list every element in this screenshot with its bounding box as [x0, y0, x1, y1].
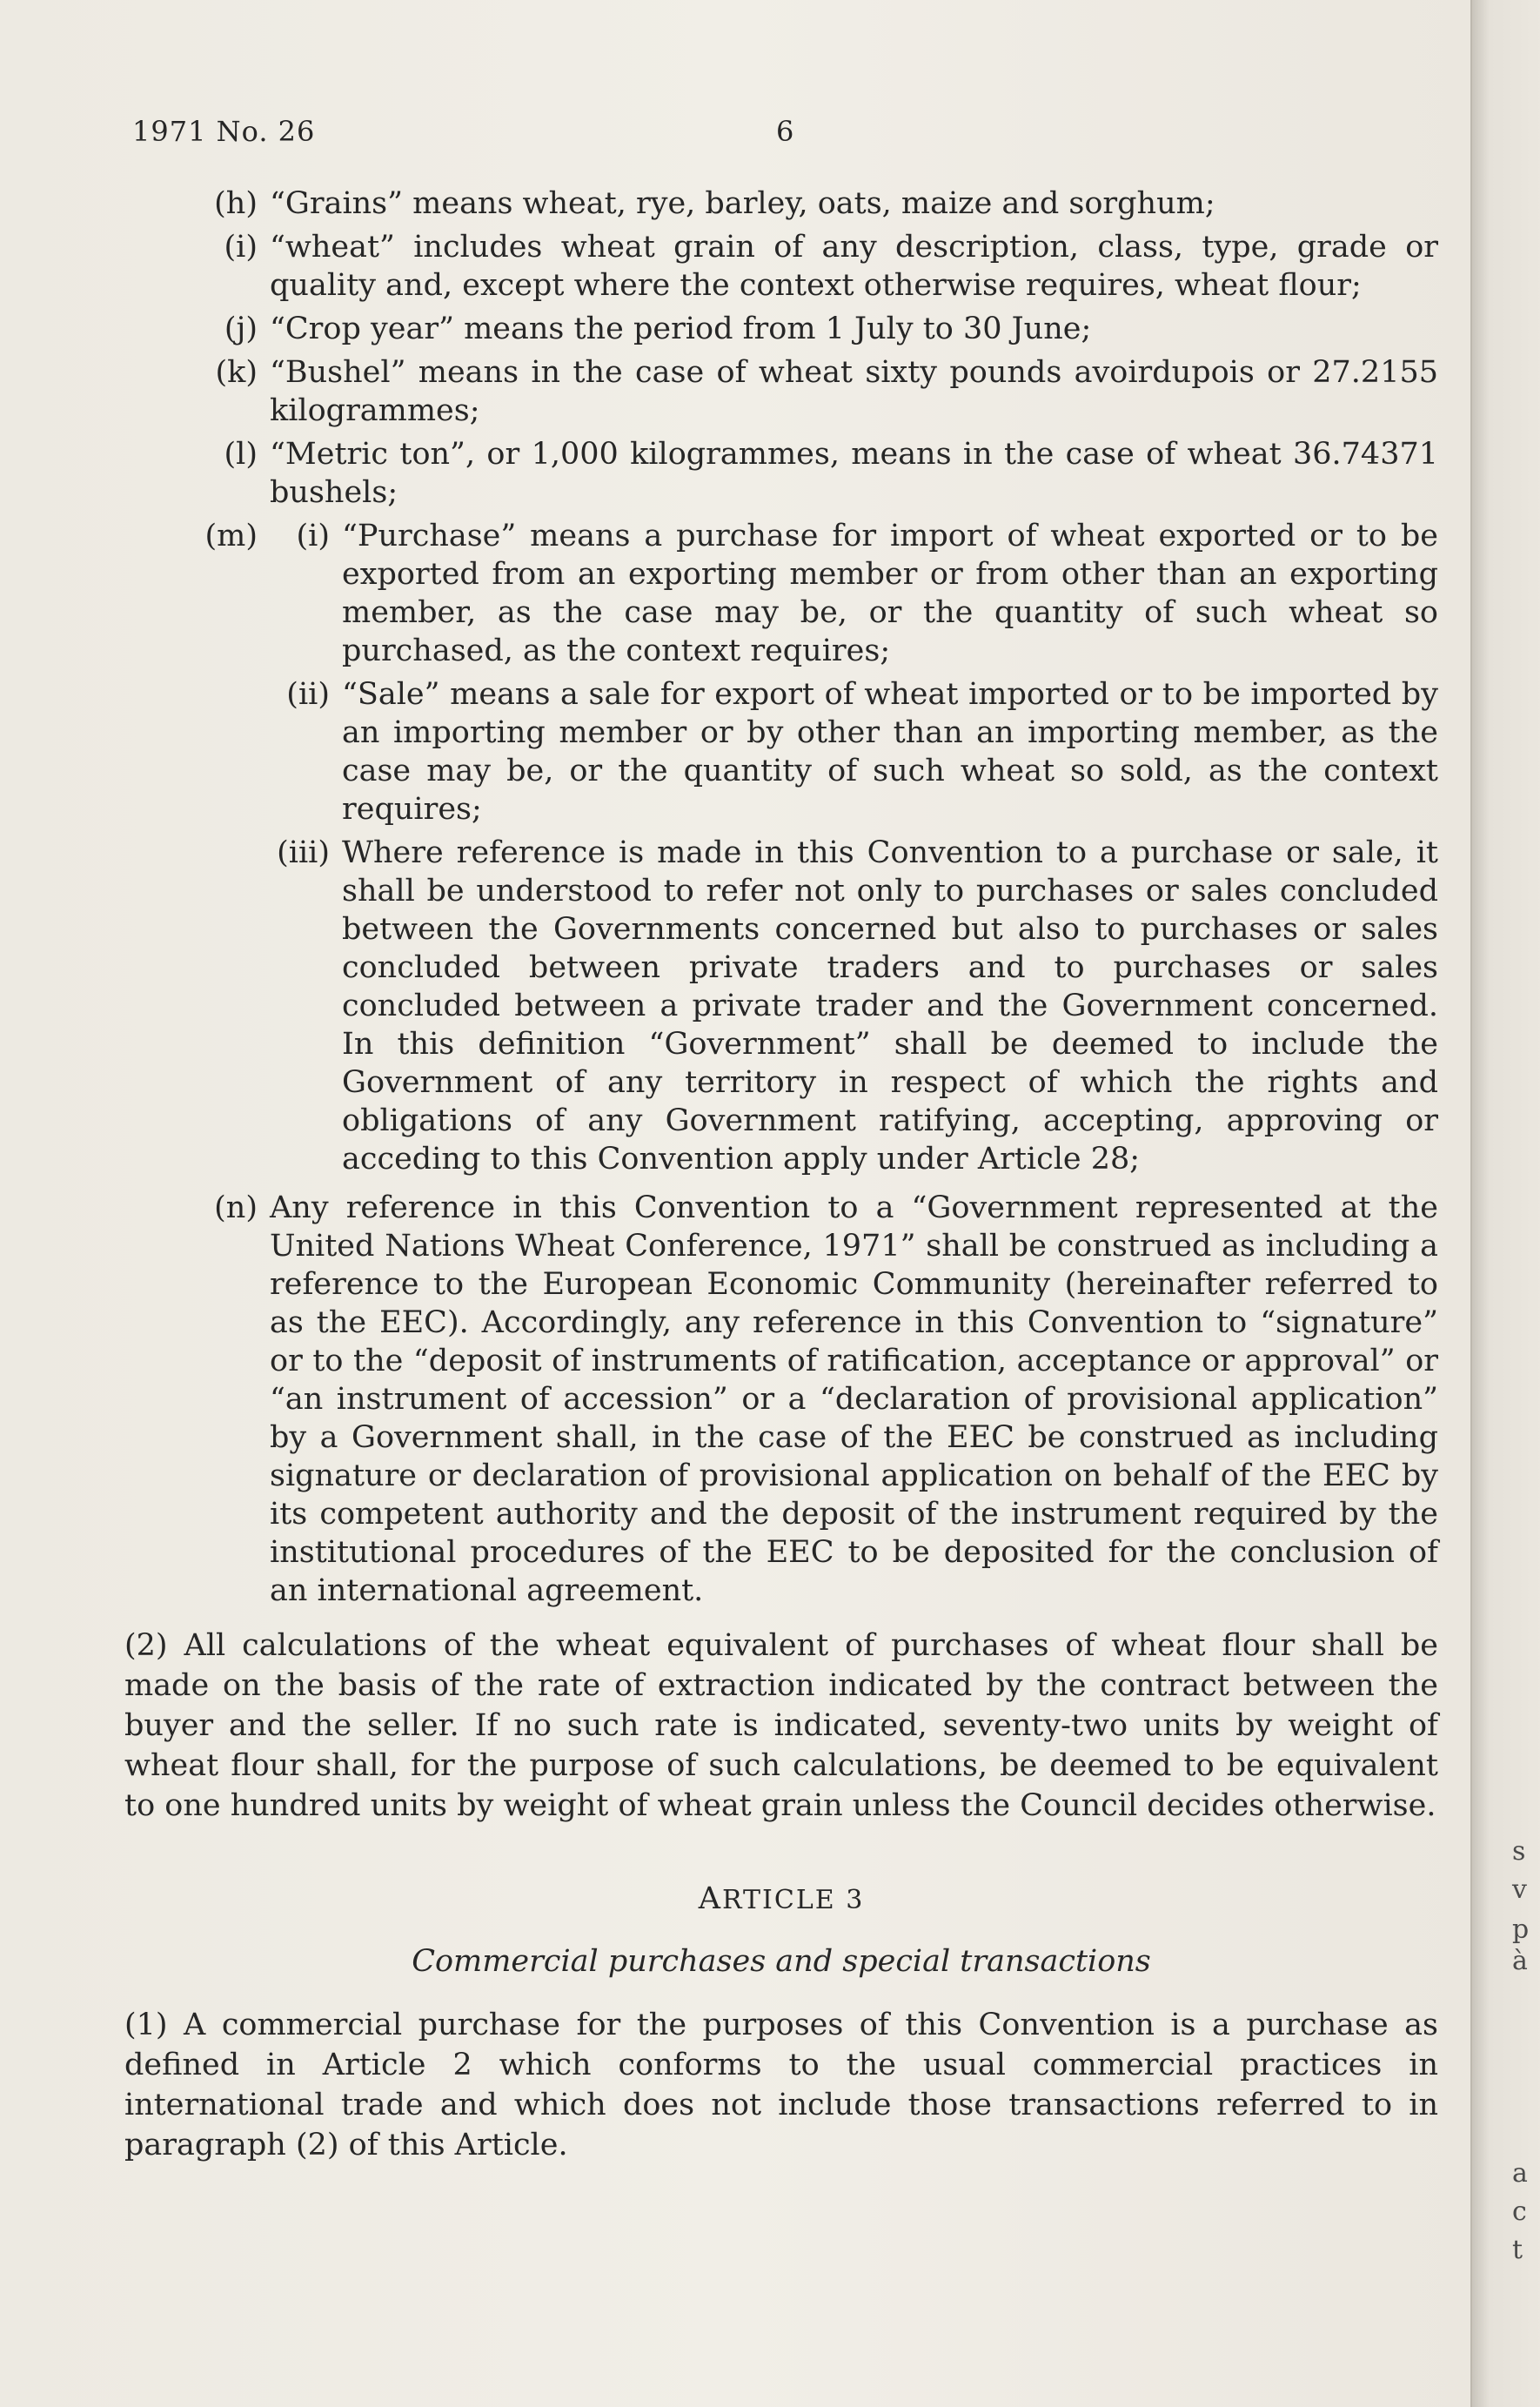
sub-definition-text: Where reference is made in this Convention to a purchase or sale, it shall be understood to refer not only to purchases or sales concluded between the Governments concerned but also to purchases or sales concluded between private traders and to purchases or sales concluded between a private trader and the Government concerned. In this definition “Government” shall be deemed to include the Government of any territory in respect of which the rights and obligations of any Government ratifying, accepting, approving or acceding to this Convention apply under Article 28; [342, 835, 1438, 1177]
adjacent-page-letter: à [1512, 1946, 1528, 1976]
adjacent-page-letter: s [1512, 1836, 1526, 1867]
definition-l [124, 435, 1438, 512]
adjacent-page-letter: a [1512, 2158, 1528, 2189]
document-body [124, 184, 1438, 2165]
article-heading-rest: RTICLE 3 [721, 1885, 865, 1915]
paragraph-2: (2) All calculations of the wheat equivalent of purchases of wheat flour shall be made on the basis of the rate of extraction indicated by the contract between the buyer and the seller. If no such rate is indicated, seventy-two units by weight of wheat flour shall, for the purpose of such calculations, be deemed to be equivalent to one hundred units by weight of wheat grain unless the Council decides otherwise. [124, 1628, 1438, 1823]
adjacent-page-letter: c [1512, 2196, 1527, 2227]
sub-definition-text: “Purchase” means a purchase for import of wheat exported or to be exported from an exporting member or from other than an exporting member, as the case may be, or the quantity of such wheat so purchased, as the context requires; [342, 519, 1438, 668]
article-heading-cap: A [698, 1881, 722, 1916]
definition-i [124, 228, 1438, 305]
sub-definition-label: (i) [296, 519, 330, 553]
definition-text: “Grains” means wheat, rye, barley, oats, maize and sorghum; [270, 186, 1215, 221]
document-header: 1971 No. 26 [132, 115, 316, 148]
definition-m-i [270, 517, 1438, 670]
definition-text: “Bushel” means in the case of wheat sixty pounds avoirdupois or 27.2155 kilogrammes; [270, 355, 1438, 428]
definition-h [124, 184, 1438, 223]
definition-label: (l) [224, 437, 258, 472]
adjacent-page-letter: v [1512, 1874, 1527, 1905]
adjacent-page-letter: t [1512, 2235, 1523, 2265]
article-heading [124, 1880, 1438, 1920]
sub-definition-label: (ii) [286, 677, 330, 712]
definition-text: “Crop year” means the period from 1 July to 30 June; [270, 312, 1092, 346]
sub-definition-text: “Sale” means a sale for export of wheat imported or to be imported by an importing member or by other than an importing member, as the case may be, or the quantity of such wheat so sold, as the context requires; [342, 677, 1438, 827]
definition-n [124, 1189, 1438, 1610]
page-number: 6 [776, 115, 794, 148]
article-paragraph-1: (1) A commercial purchase for the purposes of this Convention is a purchase as defined in Article 2 which conforms to the usual commercial practices in international trade and which does not include those transactions referred to in paragraph (2) of this Article. [124, 2008, 1438, 2162]
definition-m-ii [270, 675, 1438, 828]
definition-label: (h) [214, 186, 258, 221]
adjacent-page-edge [1470, 0, 1540, 2407]
definition-label: (j) [224, 312, 258, 346]
adjacent-page-letter: p [1512, 1914, 1530, 1945]
article-subtitle: Commercial purchases and special transactions [412, 1944, 1151, 1979]
definition-label: (n) [214, 1190, 258, 1225]
definition-label: (k) [215, 355, 258, 390]
definition-text: “wheat” includes wheat grain of any description, class, type, grade or quality and, except where the context otherwise requires, wheat flour; [270, 230, 1438, 303]
definition-k [124, 353, 1438, 430]
definition-m [124, 517, 1438, 1183]
definition-label: (m) [204, 519, 258, 553]
definition-j [124, 310, 1438, 348]
definition-label: (i) [224, 230, 258, 265]
sub-definition-label: (iii) [277, 835, 330, 870]
definition-m-iii [270, 834, 1438, 1178]
definition-text: Any reference in this Convention to a “Government represented at the United Nations Wheat Conference, 1971” shall be construed as including a reference to the European Economic Community (hereinafter referred to as the EEC). Accordingly, any reference in this Convention to “signature” or to the “deposit of instruments of ratification, acceptance or approval” or “an instrument of accession” or a “declaration of provisional application” by a Government shall, in the case of the EEC be construed as including signature or declaration of provisional application on behalf of the EEC by its competent authority and the deposit of the instrument required by the institutional procedures of the EEC to be deposited for the conclusion of an international agreement. [270, 1190, 1438, 1608]
definition-text: “Metric ton”, or 1,000 kilogrammes, means in the case of wheat 36.74371 bushels; [270, 437, 1438, 510]
